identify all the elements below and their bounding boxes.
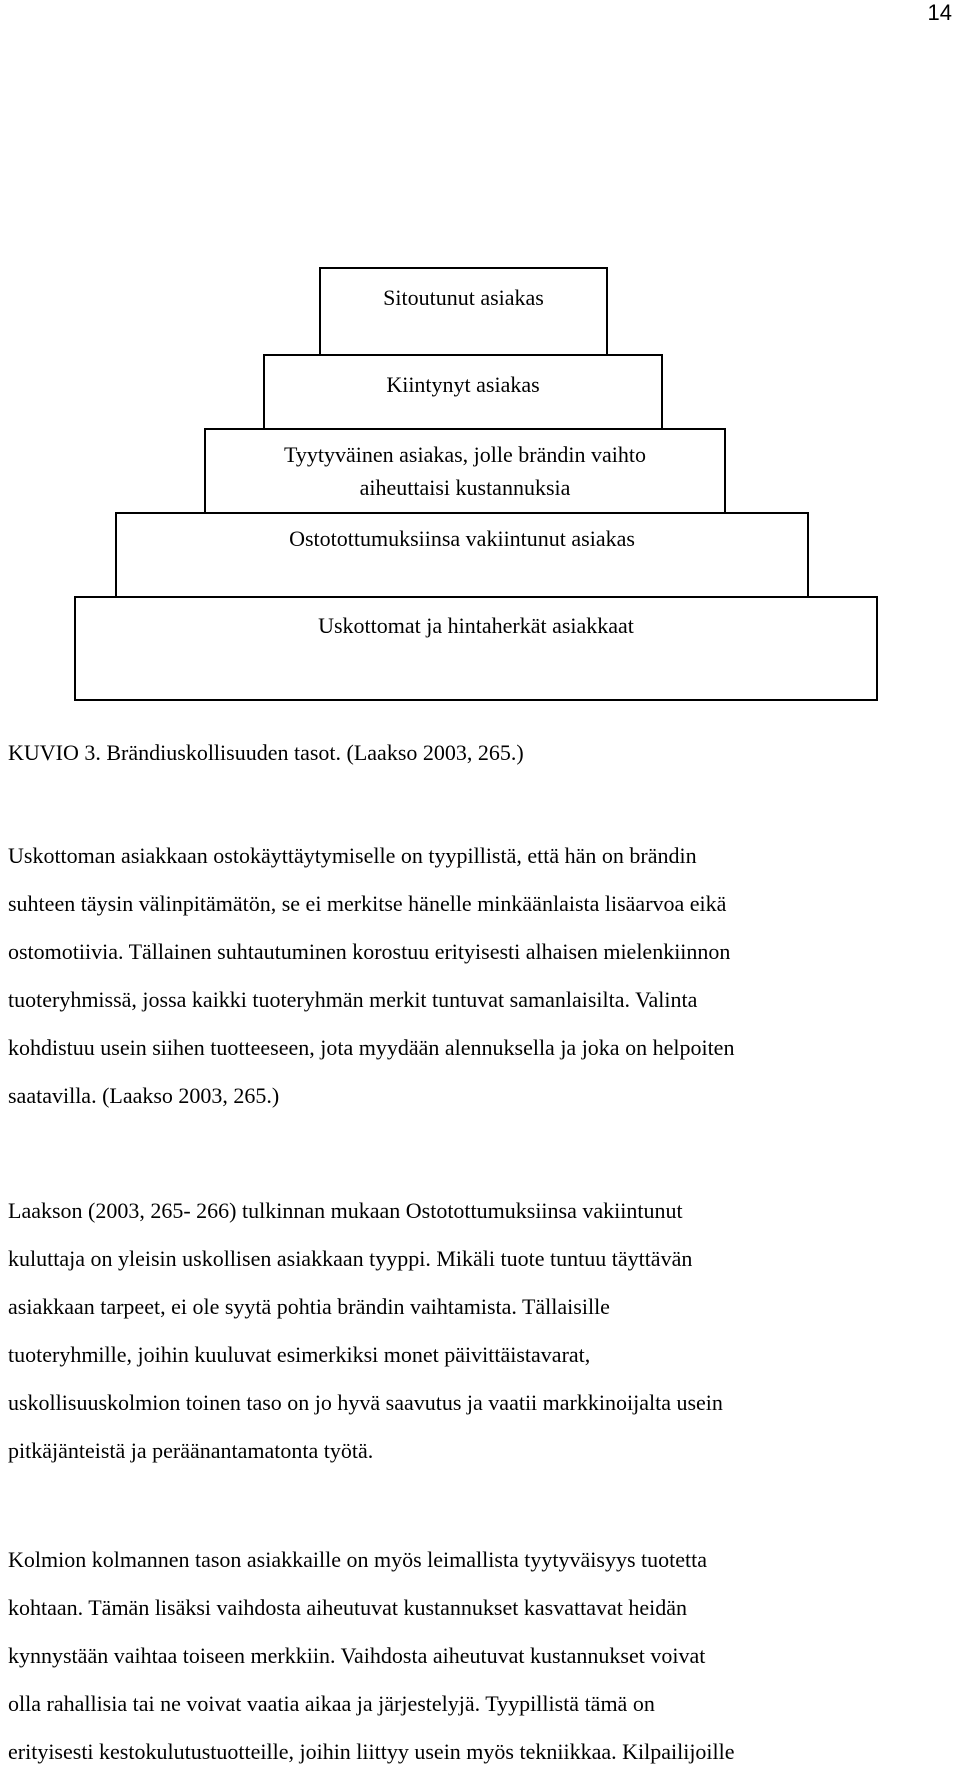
pyramid-tier-satisfied-switching-cost (204, 428, 726, 512)
text-line: erityisesti kestokulutustuotteille, joihin liittyy usein myös tekniikkaa. Kilpailijoille (8, 1739, 735, 1764)
tier-label: Kiintynyt asiakas (386, 372, 540, 397)
pyramid-tier-committed (319, 267, 608, 354)
text-line: kohdistuu usein siihen tuotteeseen, jota myydään alennuksella ja joka on helpoiten (8, 1035, 735, 1060)
text-line: Kolmion kolmannen tason asiakkaille on myös leimallista tyytyväisyys tuotetta (8, 1547, 708, 1572)
tier-label: Tyytyväinen asiakas, jolle brändin vaihto (284, 442, 646, 467)
text-line: tuoteryhmille, joihin kuuluvat esimerkiksi monet päivittäistavarat, (8, 1342, 591, 1367)
text-line: Uskottoman asiakkaan ostokäyttäytymiselle on tyypillistä, että hän on brändin (8, 843, 697, 868)
tier-label: aiheuttaisi kustannuksia (359, 475, 571, 500)
text-line: pitkäjänteistä ja peräänantamatonta työtä. (8, 1438, 374, 1463)
text-line: kynnystään vaihtaa toiseen merkkiin. Vaihdosta aiheutuvat kustannukset voivat (8, 1643, 706, 1668)
page-number: 14 (927, 0, 952, 25)
text-line: kuluttaja on yleisin uskollisen asiakkaan tyyppi. Mikäli tuote tuntuu täyttävän (8, 1246, 693, 1271)
text-line: uskollisuuskolmion toinen taso on jo hyvä saavutus ja vaatii markkinoijalta usein (8, 1390, 723, 1415)
pyramid-tier-attached (263, 354, 663, 428)
tier-label: Ostotottumuksiinsa vakiintunut asiakas (289, 526, 635, 551)
paragraph (8, 1536, 960, 1776)
paragraph (8, 832, 960, 1120)
paragraph (8, 1187, 960, 1475)
text-line: saatavilla. (Laakso 2003, 265.) (8, 1083, 280, 1108)
pyramid-tier-disloyal (74, 596, 878, 701)
pyramid-tier-habitual (115, 512, 809, 596)
tier-label: Uskottomat ja hintaherkät asiakkaat (318, 613, 634, 638)
text-line: olla rahallisia tai ne voivat vaatia aikaa ja järjestelyjä. Tyypillistä tämä on (8, 1691, 655, 1716)
text-line: ostomotiivia. Tällainen suhtautuminen korostuu erityisesti alhaisen mielenkiinnon (8, 939, 731, 964)
text-line: kohtaan. Tämän lisäksi vaihdosta aiheutuvat kustannukset kasvattavat heidän (8, 1595, 687, 1620)
figure-caption: KUVIO 3. Brändiuskollisuuden tasot. (Laakso 2003, 265.) (8, 740, 524, 765)
text-line: asiakkaan tarpeet, ei ole syytä pohtia brändin vaihtamista. Tällaisille (8, 1294, 610, 1319)
text-line: tuoteryhmissä, jossa kaikki tuoteryhmän merkit tuntuvat samanlaisilta. Valinta (8, 987, 698, 1012)
tier-label: Sitoutunut asiakas (383, 285, 544, 310)
text-line: suhteen täysin välinpitämätön, se ei merkitse hänelle minkäänlaista lisäarvoa eikä (8, 891, 727, 916)
text-line: Laakson (2003, 265- 266) tulkinnan mukaan Ostotottumuksiinsa vakiintunut (8, 1198, 683, 1223)
